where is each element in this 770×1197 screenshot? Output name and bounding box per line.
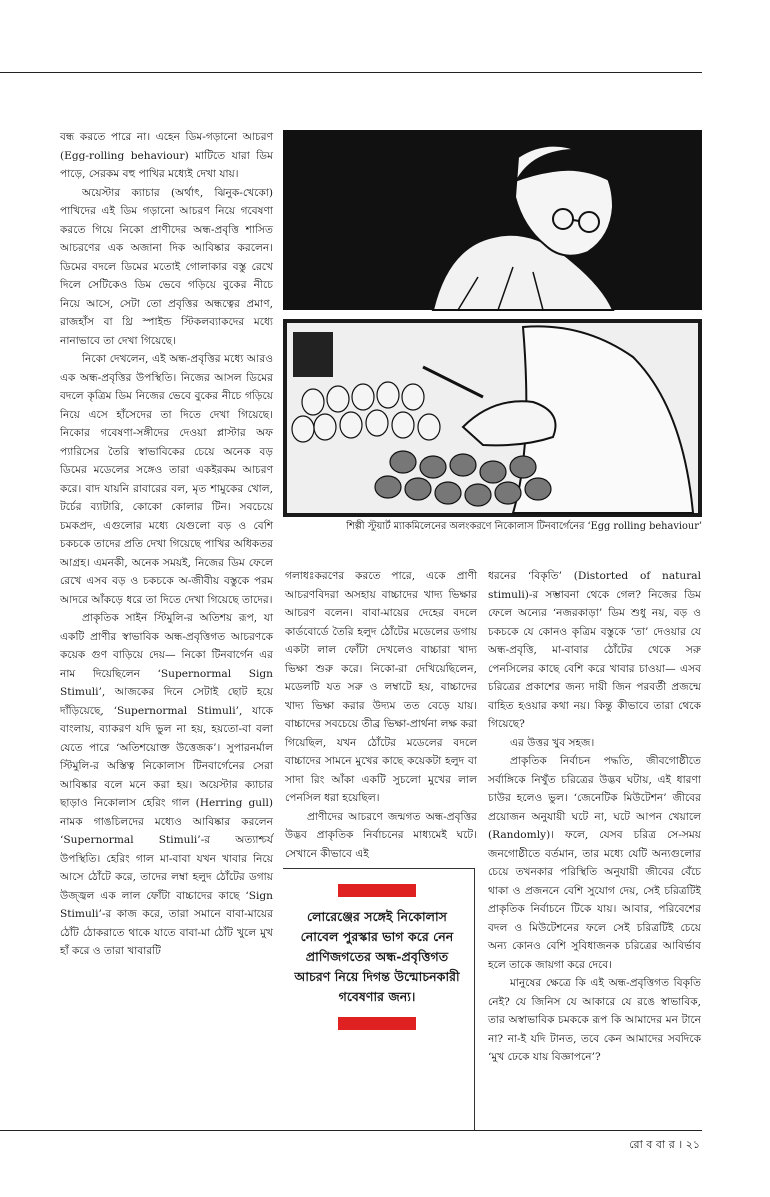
pullquote-top-rule (283, 868, 474, 869)
paragraph: ধরনের ‘বিকৃতি’ (Distorted of natural stimuli)-র সম্ভাবনা থেকে গেল? নিজের ডিম ফেলে অন্যের ‘নজরকাড়া’ ডিম শুধু নয়, বড় ও চকচকে যে কোনও কৃত্রিম বস্তুকে ‘তা’ দেওয়ার যে অন্ধ-প্রবৃত্তি, মা-বাবার ঠোঁটের থেকে সরু পেনসিলের কাছে বেশি করে খাবার চাওয়া— এসব চরিত্রের প্রকাশের জন্য দায়ী জিন পরবর্তী প্রজন্মে বাহিত হওয়ার কথা নয়। কিন্তু কীভাবে তারা থেকে গিয়েছে? (488, 570, 701, 730)
paragraph: মানুষের ক্ষেত্রে কি এই অন্ধ-প্রবৃত্তিগত বিকৃতি নেই? যে জিনিস যে আকারে যে রঙে স্বাভাবিক, তার অস্বাভাবিক চমককে রূপ কি আমাদের মন টানে না? না-ই যদি টানত, তবে কেন আমাদের সবদিকে ‘মুখ ঢেকে যায় বিজ্ঞাপনে’? (488, 977, 701, 1063)
paragraph: নিকো দেখলেন, এই অন্ধ-প্রবৃত্তির মধ্যে আরও এক অন্ধ-প্রবৃত্তির উপস্থিতি। নিজের আসল ডিমের বদলে কৃত্রিম ডিম নিজের ভেবে বুকের নীচে গড়িয়ে নিয়ে এসে হাঁসেদের তা দিতে দেখা গিয়েছে। নিকোর গবেষণা-সঙ্গীদের দেওয়া প্লাস্টার অফ প্যারিসের তৈরি স্বাভাবিকের চেয়ে অনেক বড় ডিমের মডেলের সঙ্গেও তারা একইরকম আচরণ করে। বাদ যায়নি রাবারের বল, মৃত শামুকের খোল, টর্চের ব্যাটারি, কোকো কোলার টিন। সবচেয়ে চমকপ্রদ, এগুলোর মধ্যে যেগুলো বড় ও বেশি চকচকে তাদের প্রতি দেখা গিয়েছে পাখির অধিকতর আগ্রহ। এমনকী, অনেক সময়ই, নিজের ডিম ফেলে রেখে এসব বড় ও চকচকে অ-জীবীয় বস্তুকে পরম আদরে আঁকড়ে ধরে তা দিতে দেখা গিয়েছে তাদের। (60, 353, 273, 606)
pullquote-bar-top (338, 884, 416, 897)
illustration-caption: শিল্পী স্টুয়ার্ট ম্যাকমিলেনের অলংকরণে নিকোলাস টিনবার্গেনের ‘Egg rolling behaviour’ (346, 521, 702, 532)
text-column-1 (60, 128, 273, 961)
paragraph: প্রাকৃতিক নির্বাচন পদ্ধতি, জীবগোষ্ঠীতে সর্বাঙ্গিকে নিখুঁত চরিত্রের উদ্ভব ঘটায়, এই ধারণা চাউর হলেও ভুল। ‘জেনেটিক মিউটেশন’ জীবের প্রয়োজন অনুযায়ী ঘটে না, ঘটে আপন খেয়ালে (Randomly)। ফলে, যেসব চরিত্র সে-সময় জনগোষ্ঠীতে বর্তমান, তার মধ্যে যেটি অন্যগুলোর চেয়ে তখনকার পরিস্থিতি অনুযায়ী জীবের বেঁচে থাকা ও প্রজননে বেশি সুযোগ দেয়, সেই চরিত্রটিই প্রাকৃতিক নির্বাচনে টিকে যায়। আবার, পরিবেশের বদল ও মিউটেশনের ফলে সেই চরিত্রটিই চেয়ে অন্য কোনও বেশি সুবিধাজনক চরিত্রের আবির্ভাব হলে তাকে জায়গা করে দেবে। (488, 755, 701, 971)
paragraph: অয়েস্টার ক্যাচার (অর্থাৎ, ঝিনুক-খেকো) পাখিদের এই ডিম গড়ানো আচরণ নিয়ে গবেষণা করতে গিয়ে নিকো প্রাণীদের অন্ধ-প্রবৃত্তি শাসিত আচরণের এক অজানা দিক আবিষ্কার করলেন। ডিমের বদলে ডিমের মতোই গোলাকার বস্তু রেখে দিলে সেটিকেও ডিম ভেবে গড়িয়ে বুকের নীচে নিয়ে আসে, সেটা তো প্রবৃত্তির অন্ধত্বের প্রমাণ, রাজহাঁস বা থ্রি স্পাইন্ড স্টিকলব্যাকদের মধ্যে নানাভাবে তা দেখা গিয়েছে। (60, 186, 273, 347)
paragraph: প্রাকৃতিক সাইন স্টিমুলি-র অতিশয় রূপ, যা একটি প্রাণীর স্বাভাবিক অন্ধ-প্রবৃত্তিগত আচরণকে কয়েক গুণ বাড়িয়ে দেয়— নিকো টিনবার্গেন এর নাম দিয়েছিলেন ‘Supernormal Sign Stimuli’, আজকের দিনে সেটাই ছোট হয়ে দাঁড়িয়েছে, ‘Supernormal Stimuli’, যাকে বাংলায়, ব্যাকরণ যদি ভুল না হয়, হয়তো-বা বলা যেতে পারে ‘অতিশয়োক্ত উত্তেজক’। সুপারনর্মাল স্টিমুলি-র অস্তিত্ব নিকোলাস টিনবার্গেনের সেরা আবিষ্কার বলে মনে করা হয়। অয়েস্টার ক্যাচার ছাড়াও নিকোলাস হেরিং গাল (Herring gull) নামক গাঙচিলদের মধ্যেও আবিষ্কার করলেন ‘Supernormal Stimuli’-র অত্যাশ্চর্য উপস্থিতি। হেরিং গাল মা-বাবা যখন খাবার নিয়ে আসে ঠোঁটে করে, তাদের লম্বা হলুদ ঠোঁটের ডগায় উজ্জ্বল এক লাল ফোঁটা বাচ্চাদের কাছে ‘Sign Stimuli’-র কাজ করে, তারা সমানে বাবা-মায়ের ঠোঁট ঠোকরাতে থাকে যাতে বাবা-মা ঠোঁট খুলে মুখ হাঁ করে ও তারা খাবারটি (60, 612, 273, 957)
bottom-rule (0, 1130, 702, 1131)
pullquote-bar-bottom (338, 1017, 416, 1030)
illustration (283, 127, 702, 517)
paragraph: প্রাণীদের আচরণে জন্মগত অন্ধ-প্রবৃত্তির উদ্ভব প্রাকৃতিক নির্বাচনের মাধ্যমেই ঘটে। সেখানে কীভাবে এই (285, 810, 477, 860)
pullquote (289, 880, 465, 1034)
paragraph: বন্ধ করতে পারে না। এহেন ডিম-গড়ানো আচরণ (Egg-rolling behaviour) মাটিতে যারা ডিম পাড়ে, সেরকম বহু পাখির মধ্যেই দেখা যায়। (60, 131, 273, 180)
pullquote-side-rule (474, 868, 475, 1130)
pullquote-text: লোরেঞ্জের সঙ্গেই নিকোলাস নোবেল পুরস্কার ভাগ করে নেন প্রাণিজগতের অন্ধ-প্রবৃত্তিগত আচরণ নিয়ে দিগন্ত উন্মোচনকারী গবেষণার জন্য। (294, 909, 460, 1004)
paragraph: এর উত্তর খুব সহজ। (510, 736, 595, 749)
text-column-2 (285, 567, 477, 863)
paragraph: গলাধঃকরণের করতে পারে, একে প্রাণী আচরণবিদরা অসহায় বাচ্চাদের খাদ্য ভিক্ষার আচরণ বলেন। বাবা-মায়ের দেহের বদলে কার্ডবোর্ডে তৈরি হলুদ ঠোঁটের মডেলের ডগায় একটা লাল ফোঁটা দেখলেও বাচ্চারা খাদ্য ভিক্ষা শুরু করে। নিকো-রা দেখিয়েছিলেন, মডেলটি যত সরু ও লম্বাটে হয়, বাচ্চাদের খাদ্য ভিক্ষা করার উদ্যম তত বেড়ে যায়। বাচ্চাদের সবচেয়ে তীব্র ভিক্ষা-প্রার্থনা লক্ষ করা গিয়েছিল, যখন ঠোঁটের মডেলের বদলে বাচ্চাদের সামনে মুখের কাছে কয়েকটা হলুদ বা সাদা রিং আঁকা একটি সুচলো মুখের লাল পেনসিল ধরা হয়েছিল। (285, 570, 477, 804)
text-column-3 (488, 567, 701, 1067)
top-rule (0, 72, 702, 73)
page-number: রো ব বা র । ২১ (629, 1138, 700, 1151)
